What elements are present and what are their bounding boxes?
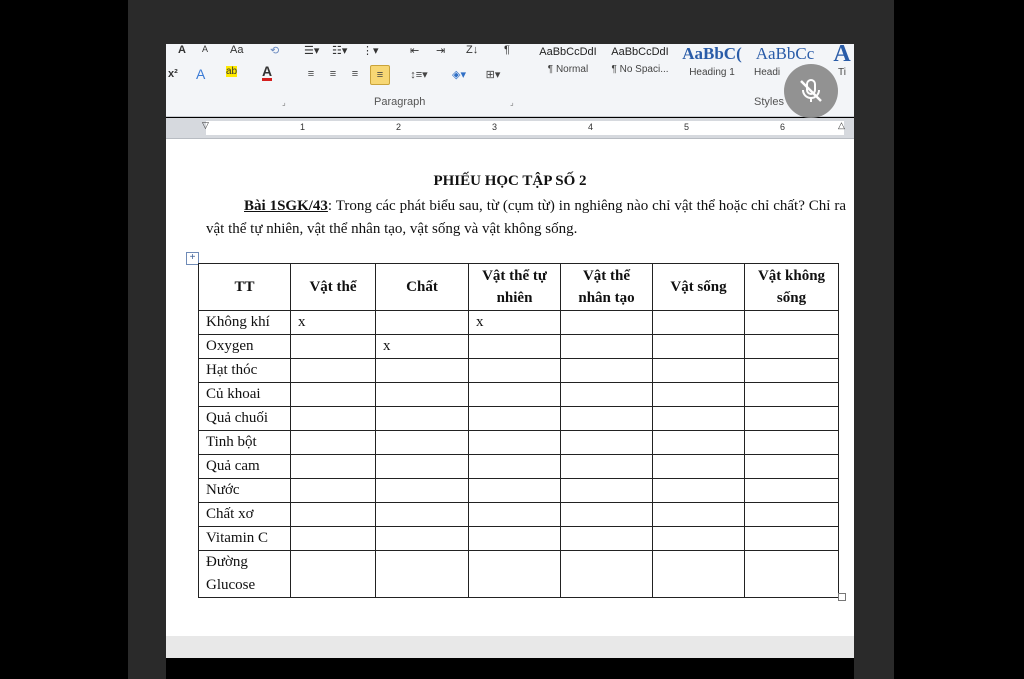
table-cell[interactable]: Oxygen: [199, 335, 291, 359]
style-name: Headi: [754, 67, 781, 78]
font-dialog-launcher-icon[interactable]: ⌟: [282, 98, 286, 107]
table-cell[interactable]: Quả chuối: [199, 407, 291, 431]
exercise-paragraph: [206, 195, 846, 241]
table-cell[interactable]: [469, 503, 561, 527]
style-name: ¶ Normal: [547, 64, 589, 75]
table-cell[interactable]: [291, 431, 376, 455]
table-cell[interactable]: [745, 311, 839, 335]
document-title: PHIẾU HỌC TẬP SỐ 2: [433, 173, 587, 189]
exercise-text: : Trong các phát biểu sau, từ (cụm từ) in nghiêng nào chỉ vật thể hoặc chỉ chất? Chỉ ra vật thể tự nhiên, vật thể nhân tạo, vật sống và vật không sống.: [206, 198, 846, 237]
exercise-reference: Bài 1SGK/43: [244, 198, 328, 214]
bullets-icon[interactable]: ☰▾: [304, 45, 320, 57]
table-cell[interactable]: Củ khoai: [199, 383, 291, 407]
table-cell[interactable]: [291, 479, 376, 503]
change-case-button[interactable]: Aa: [230, 44, 244, 56]
ribbon: [166, 44, 854, 117]
table-cell[interactable]: [653, 383, 745, 407]
table-cell[interactable]: [561, 383, 653, 407]
table-cell[interactable]: [469, 455, 561, 479]
table-row: [199, 551, 839, 598]
table-cell[interactable]: [376, 359, 469, 383]
table-cell[interactable]: Nước: [199, 479, 291, 503]
line-spacing-icon[interactable]: ↕≡▾: [410, 68, 428, 81]
header-cell: Vật sống: [653, 264, 745, 311]
table-cell[interactable]: [561, 335, 653, 359]
table-cell[interactable]: Hạt thóc: [199, 359, 291, 383]
classification-table[interactable]: [198, 263, 839, 598]
table-header-row: [199, 264, 839, 311]
table-cell[interactable]: [291, 551, 376, 598]
table-cell[interactable]: Đường Glucose: [199, 551, 291, 598]
table-cell[interactable]: [745, 335, 839, 359]
sort-icon[interactable]: Z↓: [466, 44, 479, 56]
table-cell[interactable]: [291, 455, 376, 479]
table-cell[interactable]: [745, 503, 839, 527]
table-cell[interactable]: [561, 359, 653, 383]
decrease-indent-icon[interactable]: ⇤: [410, 45, 420, 57]
borders-icon[interactable]: ⊞▾: [485, 68, 501, 81]
table-cell[interactable]: [745, 479, 839, 503]
table-cell[interactable]: Không khí: [199, 311, 291, 335]
document-page[interactable]: [166, 139, 854, 636]
table-cell[interactable]: [745, 407, 839, 431]
table-cell[interactable]: [745, 551, 839, 598]
table-resize-handle[interactable]: [838, 593, 846, 601]
table-cell[interactable]: [469, 383, 561, 407]
right-dark-frame: [854, 0, 894, 679]
show-marks-icon[interactable]: ¶: [504, 44, 510, 56]
horizontal-ruler[interactable]: [166, 118, 854, 139]
style-name: Heading 1: [689, 67, 735, 78]
header-cell: Vật không sống: [745, 264, 839, 311]
table-cell[interactable]: [376, 479, 469, 503]
table-row: [199, 431, 839, 455]
table-cell[interactable]: [745, 527, 839, 551]
style-preview: AaBbCcDdI: [539, 46, 597, 58]
table-cell[interactable]: [653, 551, 745, 598]
table-cell[interactable]: [561, 407, 653, 431]
ruler-number: 3: [492, 122, 498, 132]
table-cell[interactable]: [376, 503, 469, 527]
table-row: [199, 479, 839, 503]
text-effects-button[interactable]: A: [196, 66, 206, 82]
table-cell[interactable]: Chất xơ: [199, 503, 291, 527]
table-cell[interactable]: [376, 407, 469, 431]
table-row: [199, 527, 839, 551]
header-cell: Vật thể: [291, 264, 376, 311]
table-row: [199, 503, 839, 527]
style-preview: AaBbCc: [755, 44, 815, 63]
shading-icon[interactable]: ◈▾: [452, 68, 466, 81]
table-cell[interactable]: [469, 551, 561, 598]
style-heading-1[interactable]: [676, 44, 748, 90]
table-cell[interactable]: [291, 359, 376, 383]
align-left-icon[interactable]: ≡: [307, 68, 315, 80]
microphone-muted-icon[interactable]: [784, 64, 838, 118]
table-cell[interactable]: [653, 311, 745, 335]
table-cell[interactable]: x: [291, 311, 376, 335]
table-row: [199, 335, 839, 359]
table-cell[interactable]: [745, 383, 839, 407]
styles-group-label: Styles: [754, 96, 784, 108]
style-normal[interactable]: [532, 44, 604, 90]
table-cell[interactable]: x: [469, 311, 561, 335]
table-cell[interactable]: [653, 479, 745, 503]
font-color-button[interactable]: A: [262, 63, 273, 79]
table-cell[interactable]: [653, 503, 745, 527]
table-row: [199, 359, 839, 383]
page-bottom-area: [166, 636, 854, 658]
table-cell[interactable]: [376, 311, 469, 335]
style-name: Ti: [838, 67, 846, 78]
table-row: [199, 383, 839, 407]
shrink-font-button[interactable]: A: [202, 44, 209, 54]
align-right-icon[interactable]: ≡: [351, 68, 359, 80]
table-cell[interactable]: [653, 335, 745, 359]
header-cell: TT: [199, 264, 291, 311]
style-preview: AaBbCcDdI: [611, 46, 669, 58]
ruler-number: 5: [684, 122, 690, 132]
ruler-number: 4: [588, 122, 594, 132]
clear-format-icon[interactable]: ⟲: [270, 45, 280, 57]
table-cell[interactable]: [291, 503, 376, 527]
table-cell[interactable]: [291, 407, 376, 431]
table-cell[interactable]: [653, 431, 745, 455]
table-cell[interactable]: Vitamin C: [199, 527, 291, 551]
right-indent-marker-icon[interactable]: △: [838, 120, 845, 130]
table-cell[interactable]: [561, 551, 653, 598]
table-cell[interactable]: [376, 455, 469, 479]
table-cell[interactable]: [653, 407, 745, 431]
table-cell[interactable]: [376, 551, 469, 598]
table-cell[interactable]: x: [376, 335, 469, 359]
table-cell[interactable]: [469, 359, 561, 383]
table-cell[interactable]: Quả cam: [199, 455, 291, 479]
table-cell[interactable]: [291, 335, 376, 359]
style-no-spacing[interactable]: [604, 44, 676, 90]
table-cell[interactable]: [561, 455, 653, 479]
header-cell: Vật thể tự nhiên: [469, 264, 561, 311]
table-cell[interactable]: [653, 359, 745, 383]
table-row: [199, 311, 839, 335]
paragraph-dialog-launcher-icon[interactable]: ⌟: [510, 98, 514, 107]
table-cell[interactable]: [745, 431, 839, 455]
table-cell[interactable]: [653, 455, 745, 479]
numbering-icon[interactable]: ☷▾: [332, 45, 348, 57]
table-cell[interactable]: [745, 455, 839, 479]
table-cell[interactable]: Tinh bột: [199, 431, 291, 455]
table-cell[interactable]: [376, 431, 469, 455]
justify-icon[interactable]: ≡: [370, 65, 390, 85]
table-row: [199, 407, 839, 431]
header-cell: Vật thể nhân tạo: [561, 264, 653, 311]
ruler-number: 2: [396, 122, 402, 132]
table-cell[interactable]: [561, 503, 653, 527]
table-cell[interactable]: [745, 359, 839, 383]
style-preview: AaBbC(: [682, 44, 742, 63]
top-dark-frame: [166, 0, 854, 44]
table-cell[interactable]: [469, 335, 561, 359]
table-cell[interactable]: [469, 431, 561, 455]
table-cell[interactable]: [469, 407, 561, 431]
superscript-button[interactable]: x²: [168, 68, 178, 80]
style-name: ¶ No Spaci...: [611, 64, 669, 75]
increase-indent-icon[interactable]: ⇥: [436, 45, 446, 57]
highlight-button[interactable]: ab: [226, 66, 238, 77]
table-row: [199, 455, 839, 479]
table-cell[interactable]: [653, 527, 745, 551]
table-cell[interactable]: [469, 527, 561, 551]
ruler-number: 1: [300, 122, 306, 132]
table-cell[interactable]: [561, 479, 653, 503]
table-move-handle-icon[interactable]: +: [186, 252, 199, 265]
header-cell: Chất: [376, 264, 469, 311]
table-cell[interactable]: [376, 527, 469, 551]
paragraph-group-label: Paragraph: [374, 96, 426, 108]
style-preview: A: [833, 44, 851, 64]
table-cell[interactable]: [376, 383, 469, 407]
indent-marker-icon[interactable]: ▽: [202, 120, 209, 130]
table-cell[interactable]: [469, 479, 561, 503]
table-cell[interactable]: [561, 527, 653, 551]
align-center-icon[interactable]: ≡: [329, 68, 337, 80]
table-cell[interactable]: [561, 311, 653, 335]
table-cell[interactable]: [291, 527, 376, 551]
table-cell[interactable]: [561, 431, 653, 455]
left-dark-frame: [128, 0, 166, 679]
table-cell[interactable]: [291, 383, 376, 407]
grow-font-button[interactable]: A: [178, 44, 186, 56]
ruler-number: 6: [780, 122, 786, 132]
multilevel-list-icon[interactable]: ⋮▾: [362, 45, 379, 57]
